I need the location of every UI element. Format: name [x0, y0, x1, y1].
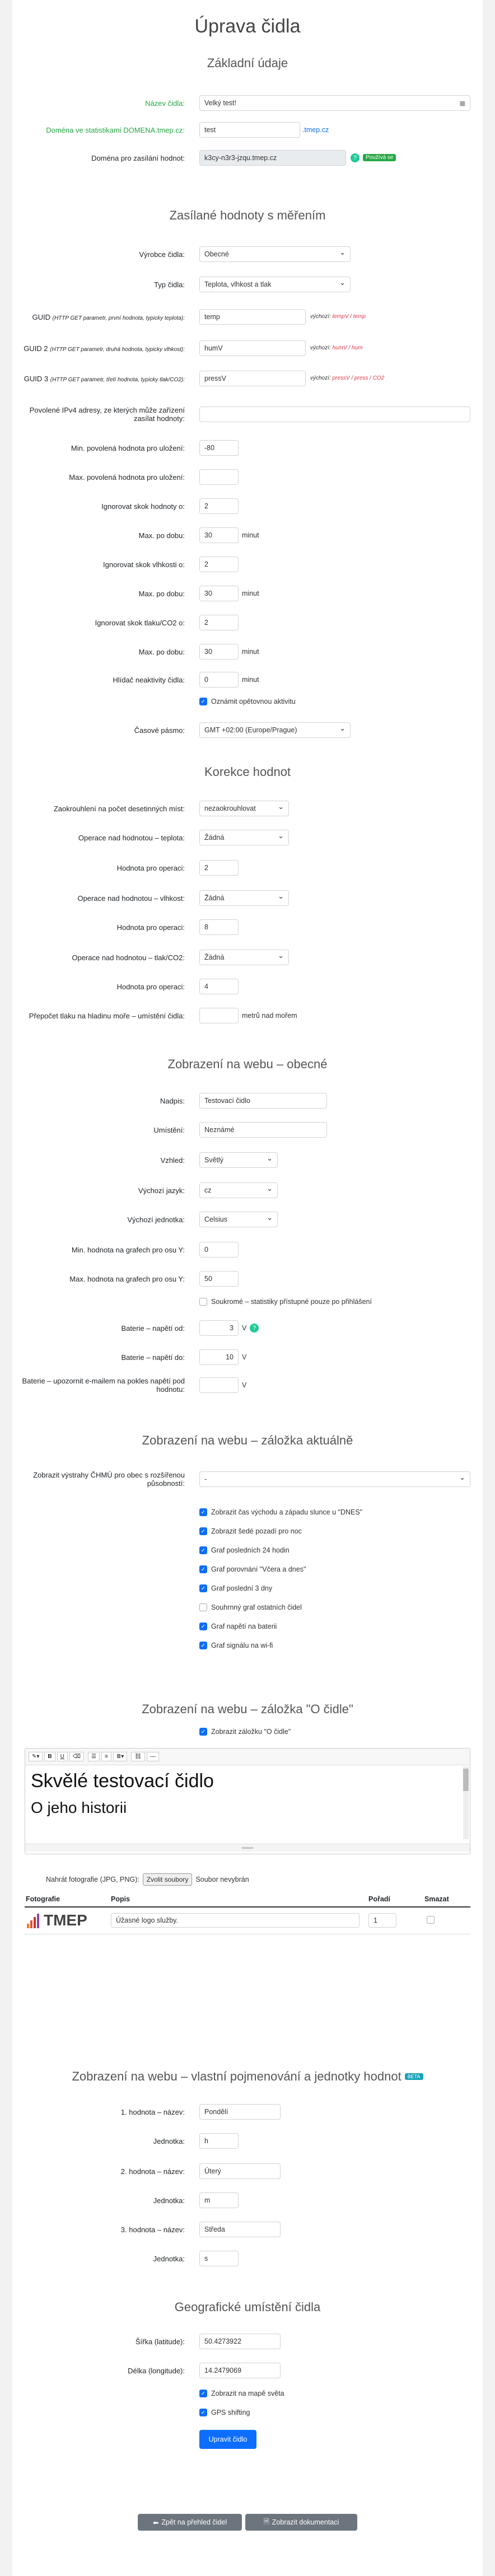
- bat-to-input[interactable]: 10: [199, 1349, 239, 1365]
- web-title-input[interactable]: Testovací čidlo: [199, 1093, 327, 1109]
- guid1-label: GUID (HTTP GET parametr, první hodnota, typicky teplota):: [32, 312, 185, 321]
- n3-input[interactable]: Středa: [199, 2222, 281, 2237]
- photo-table: [25, 1891, 470, 1934]
- check-icon: ✓: [199, 2409, 207, 2416]
- check-icon: ✓: [199, 1623, 207, 1630]
- current-checks: [199, 1503, 468, 1655]
- current-check-2[interactable]: [199, 1541, 468, 1560]
- map-checkbox[interactable]: ✓ Zobrazit na mapě světa: [199, 2390, 284, 2397]
- op-hum-label: Operace nad hodnotou – vlhkost:: [77, 894, 185, 903]
- sea-level-input[interactable]: [199, 1008, 239, 1023]
- type-select[interactable]: Teplota, vlhkost a tlak ⌄: [199, 277, 351, 292]
- check-icon: ✓: [199, 2390, 207, 2397]
- look-label: Vzhled:: [160, 1156, 185, 1165]
- photo-upload: [46, 1873, 249, 1886]
- look-select[interactable]: Světlý ⌄: [199, 1152, 278, 1168]
- val-hum-label: Hodnota pro operaci:: [116, 923, 185, 932]
- editor-content[interactable]: [25, 1765, 470, 1844]
- section-web-heading: Zobrazení na webu – obecné: [167, 1057, 328, 1071]
- order-input[interactable]: 1: [368, 1913, 396, 1928]
- skip-temp-input[interactable]: 2: [199, 498, 239, 514]
- empty-checkbox: [199, 1603, 207, 1611]
- hr-icon[interactable]: —: [147, 1752, 159, 1761]
- timezone-select[interactable]: GMT +02:00 (Europe/Prague) ⌄: [199, 722, 351, 738]
- th-desc: Popis: [111, 1895, 130, 1903]
- editor-heading: Skvělé testovací čidlo: [31, 1770, 214, 1792]
- val-hum-input[interactable]: 8: [199, 919, 239, 935]
- u2-input[interactable]: m: [199, 2192, 239, 2208]
- timezone-label: Časové pásmo:: [134, 726, 185, 735]
- dur-temp-input[interactable]: 30: [199, 527, 239, 543]
- th-delete: Smazat: [424, 1895, 449, 1903]
- guid3-default: výchozí: pressV / press / CO2: [310, 375, 385, 381]
- dur-hum-unit: minut: [242, 590, 259, 597]
- current-check-label: Graf signálu na wi-fi: [211, 1642, 273, 1649]
- u3-label: Jednotka:: [153, 2254, 185, 2263]
- min-input[interactable]: -80: [199, 440, 239, 456]
- unit-select[interactable]: Celsius ⌄: [199, 1212, 278, 1227]
- n1-input[interactable]: Pondělí: [199, 2104, 281, 2120]
- bat-from-input[interactable]: 3: [199, 1320, 239, 1336]
- current-check-label: Souhrnný graf ostatních čidel: [211, 1603, 302, 1611]
- guid3-input[interactable]: pressV: [199, 371, 306, 386]
- val-temp-input[interactable]: 2: [199, 860, 239, 876]
- current-check-0[interactable]: [199, 1503, 468, 1522]
- lat-label: Šířka (latitude):: [135, 2337, 185, 2346]
- check-icon: ✓: [199, 1527, 207, 1535]
- op-press-label: Operace nad hodnotou – tlak/CO2:: [72, 953, 185, 962]
- current-check-4[interactable]: [199, 1579, 468, 1598]
- back-button[interactable]: ⬅ Zpět na přehled čidel: [138, 2514, 242, 2531]
- rich-text-editor[interactable]: [25, 1748, 470, 1854]
- section-geo-heading: Geografické umístění čidla: [174, 2300, 321, 2314]
- maker-label: Výrobce čidla:: [139, 250, 185, 259]
- bat-to-label: Baterie – napětí do:: [121, 1353, 185, 1362]
- ymin-label: Min. hodnota na grafech pro osu Y:: [71, 1245, 185, 1254]
- th-photo: Fotografie: [26, 1895, 60, 1903]
- current-check-1[interactable]: [199, 1522, 468, 1541]
- guid1-input[interactable]: temp: [199, 309, 306, 325]
- skip-press-label: Ignorovat skok tlaku/CO2 o:: [95, 618, 185, 627]
- list-bullet-icon[interactable]: ☰: [88, 1752, 100, 1761]
- eraser-icon[interactable]: ⌫: [69, 1752, 84, 1761]
- round-select[interactable]: nezaokrouhlovat ⌄: [199, 801, 289, 816]
- send-domain-label: Doména pro zasílání hodnot:: [91, 153, 185, 162]
- section-about-heading: Zobrazení na webu – záložka "O čidle": [142, 1702, 353, 1716]
- about-show-checkbox[interactable]: ✓ Zobrazit záložku "O čidle": [199, 1728, 291, 1736]
- section-basic-heading: Základní údaje: [207, 56, 288, 70]
- dur-temp-label: Max. po dobu:: [138, 531, 185, 540]
- guid2-default: výchozí: humV / hum: [310, 345, 363, 351]
- bat-from-label: Baterie – napětí od:: [121, 1324, 185, 1333]
- photo-label: Nahrát fotografie (JPG, PNG):: [46, 1876, 139, 1883]
- lang-select[interactable]: cz ⌄: [199, 1182, 278, 1198]
- val-press-input[interactable]: 4: [199, 979, 239, 994]
- u3-input[interactable]: s: [199, 2251, 239, 2266]
- status-badge: Používá se: [363, 154, 396, 161]
- current-check-5[interactable]: [199, 1598, 468, 1617]
- current-check-label: Graf poslední 3 dny: [211, 1584, 273, 1592]
- current-check-3[interactable]: [199, 1560, 468, 1579]
- notify-checkbox[interactable]: ✓ Oznámit opětovnou aktivitu: [199, 698, 296, 705]
- max-label: Max. povolená hodnota pro uložení:: [69, 473, 185, 481]
- send-domain-input[interactable]: k3cy-n3r3-jzqu.tmep.cz: [199, 150, 346, 166]
- inactivity-label: Hlídač neaktivity čidla:: [113, 675, 185, 684]
- inactivity-unit: minut: [242, 676, 259, 684]
- current-check-label: Zobrazit šedé pozadí pro noc: [211, 1527, 302, 1535]
- check-icon: ✓: [199, 698, 207, 705]
- n2-label: 2. hodnota – název:: [120, 2167, 185, 2176]
- max-input[interactable]: [199, 469, 239, 485]
- delete-checkbox[interactable]: [427, 1916, 435, 1924]
- bat-alert-label: Baterie – upozornit e-mailem na pokles napětí pod hodnotu:: [22, 1377, 185, 1394]
- domain-input[interactable]: test: [199, 122, 300, 138]
- link-icon[interactable]: ⛓: [131, 1752, 145, 1761]
- guid1-default: výchozí: tempV / temp: [310, 314, 366, 320]
- u1-input[interactable]: h: [199, 2133, 239, 2149]
- sea-level-label: Přepočet tlaku na hladinu moře – umístění čidla:: [29, 1011, 185, 1020]
- choose-files-button[interactable]: Zvolit soubory: [143, 1873, 193, 1886]
- round-label: Zaokrouhlení na počet desetinných míst:: [53, 804, 185, 813]
- lang-label: Výchozí jazyk:: [138, 1186, 185, 1195]
- domain-label: Doména ve statistikami DOMENA.tmep.cz:: [46, 125, 185, 134]
- u2-label: Jednotka:: [153, 2196, 185, 2205]
- desc-input[interactable]: Úžasné logo služby.: [111, 1913, 359, 1928]
- current-check-label: Graf porovnání "Včera a dnes": [211, 1565, 306, 1573]
- skip-temp-label: Ignorovat skok hodnoty o:: [101, 502, 185, 511]
- page: [12, 0, 483, 2576]
- n2-input[interactable]: Úterý: [199, 2163, 281, 2179]
- name-label: Název čidla:: [145, 99, 185, 107]
- save-button[interactable]: Upravit čidlo: [199, 2430, 256, 2449]
- editor-subheading: O jeho historii: [31, 1799, 127, 1816]
- chmu-label: Zobrazit výstrahy ČHMÚ pro obec s rozšířenou působností:: [33, 1471, 185, 1488]
- current-check-label: Zobrazit čas východu a západu slunce u "DNES": [211, 1508, 363, 1516]
- maker-select[interactable]: Obecné ⌄: [199, 246, 351, 262]
- section-current-heading: Zobrazení na webu – záložka aktuálně: [142, 1433, 353, 1447]
- val-temp-label: Hodnota pro operaci:: [116, 863, 185, 872]
- page-title: Úprava čidla: [194, 16, 301, 37]
- guid2-label: GUID 2 (HTTP GET parametr, druhá hodnota, typicky vlhkost):: [24, 344, 185, 353]
- paragraph-icon[interactable]: ≣▾: [113, 1752, 127, 1761]
- ymin-input[interactable]: 0: [199, 1242, 239, 1257]
- dur-hum-input[interactable]: 30: [199, 586, 239, 601]
- editor-resize-handle[interactable]: [25, 1844, 470, 1852]
- lat-input[interactable]: 50.4273922: [199, 2334, 281, 2349]
- check-icon: ✓: [199, 1565, 207, 1573]
- editor-scrollbar[interactable]: [463, 1766, 469, 1839]
- guid3-label: GUID 3 (HTTP GET parametr, třetí hodnota, typicky tlak/CO2):: [24, 374, 185, 383]
- unit-label: Výchozí jednotka:: [127, 1215, 185, 1224]
- ipv4-label: Povolené IPv4 adresy, ze kterých může zařízení zasílat hodnoty:: [29, 406, 185, 423]
- gps-checkbox[interactable]: ✓ GPS shifting: [199, 2409, 250, 2416]
- skip-hum-input[interactable]: 2: [199, 557, 239, 572]
- ipv4-input[interactable]: [199, 406, 470, 422]
- current-check-7[interactable]: [199, 1636, 468, 1655]
- lon-input[interactable]: 14.2479069: [199, 2363, 281, 2378]
- check-icon: ✓: [199, 1546, 207, 1554]
- op-press-select[interactable]: Žádná ⌄: [199, 950, 289, 965]
- private-checkbox[interactable]: Soukromé – statistiky přístupné pouze po přihlášení: [199, 1298, 372, 1306]
- bat-alert-input[interactable]: [199, 1377, 239, 1393]
- bat-alert-unit: V: [242, 1381, 247, 1389]
- no-file-text: Soubor nevybrán: [195, 1876, 249, 1883]
- op-hum-select[interactable]: Žádná ⌄: [199, 890, 289, 906]
- u1-label: Jednotka:: [153, 2136, 185, 2145]
- dur-press-input[interactable]: 30: [199, 644, 239, 660]
- guid2-input[interactable]: humV: [199, 340, 306, 356]
- dur-hum-label: Max. po dobu:: [138, 589, 185, 598]
- dur-press-unit: minut: [242, 648, 259, 656]
- magic-icon[interactable]: ✎▾: [29, 1752, 43, 1761]
- help-icon[interactable]: ?: [250, 1324, 259, 1333]
- min-label: Min. povolená hodnota pro uložení:: [71, 443, 185, 452]
- web-title-label: Nadpis:: [160, 1096, 185, 1105]
- ymax-label: Max. hodnota na grafech pro osu Y:: [69, 1274, 185, 1283]
- skip-hum-label: Ignorovat skok vlhkosti o:: [103, 560, 185, 569]
- type-label: Typ čidla:: [154, 280, 185, 289]
- bat-to-unit: V: [242, 1353, 247, 1361]
- help-icon[interactable]: ?: [351, 153, 359, 162]
- document-icon: 🗎: [263, 2517, 269, 2526]
- th-order: Pořadí: [368, 1895, 390, 1903]
- check-icon: ✓: [199, 1728, 207, 1736]
- section-measure-heading: Zasílané hodnoty s měřením: [169, 208, 326, 222]
- check-icon: ✓: [199, 1584, 207, 1592]
- arrow-left-icon: ⬅: [152, 2518, 159, 2527]
- logo-text: TMEP: [44, 1911, 87, 1929]
- dur-press-label: Max. po dobu:: [138, 647, 185, 656]
- section-correction-heading: Korekce hodnot: [204, 765, 291, 779]
- n3-label: 3. hodnota – název:: [120, 2225, 185, 2234]
- lon-label: Délka (longitude):: [128, 2366, 185, 2375]
- current-check-label: Graf napětí na baterii: [211, 1623, 277, 1630]
- list-ordered-icon[interactable]: ≡: [101, 1752, 111, 1761]
- skip-press-input[interactable]: 2: [199, 615, 239, 630]
- dur-temp-unit: minut: [242, 531, 259, 539]
- beta-badge: BETA: [405, 2073, 423, 2080]
- docs-button[interactable]: 🗎 Zobrazit dokumentaci: [245, 2514, 357, 2531]
- current-check-6[interactable]: [199, 1617, 468, 1636]
- keyboard-icon: ▦: [459, 100, 465, 107]
- name-input[interactable]: Velký test! ▦: [199, 95, 470, 111]
- editor-toolbar: [25, 1748, 470, 1765]
- photo-thumb: [25, 1907, 111, 1934]
- op-temp-label: Operace nad hodnotou – teplota:: [78, 833, 185, 842]
- ymax-input[interactable]: 50: [199, 1271, 239, 1287]
- check-icon: ✓: [199, 1508, 207, 1516]
- n1-label: 1. hodnota – název:: [120, 2107, 185, 2116]
- place-input[interactable]: Neznámé: [199, 1122, 327, 1138]
- chmu-select[interactable]: - ⌄: [199, 1471, 470, 1487]
- domain-suffix: .tmep.cz: [302, 126, 329, 134]
- inactivity-input[interactable]: 0: [199, 672, 239, 688]
- current-check-label: Graf posledních 24 hodin: [211, 1546, 289, 1554]
- underline-icon[interactable]: U: [57, 1752, 68, 1761]
- bold-icon[interactable]: B: [44, 1752, 55, 1761]
- check-icon: ✓: [199, 1642, 207, 1649]
- table-row: [25, 1907, 470, 1934]
- val-press-label: Hodnota pro operaci:: [116, 982, 185, 991]
- sea-level-unit: metrů nad mořem: [242, 1012, 297, 1020]
- bat-from-unit: V: [242, 1324, 247, 1332]
- place-label: Umístění:: [153, 1125, 185, 1134]
- section-custom-heading: Zobrazení na webu – vlastní pojmenování a jednotky hodnot BETA: [12, 2069, 483, 2084]
- op-temp-select[interactable]: Žádná ⌄: [199, 830, 289, 845]
